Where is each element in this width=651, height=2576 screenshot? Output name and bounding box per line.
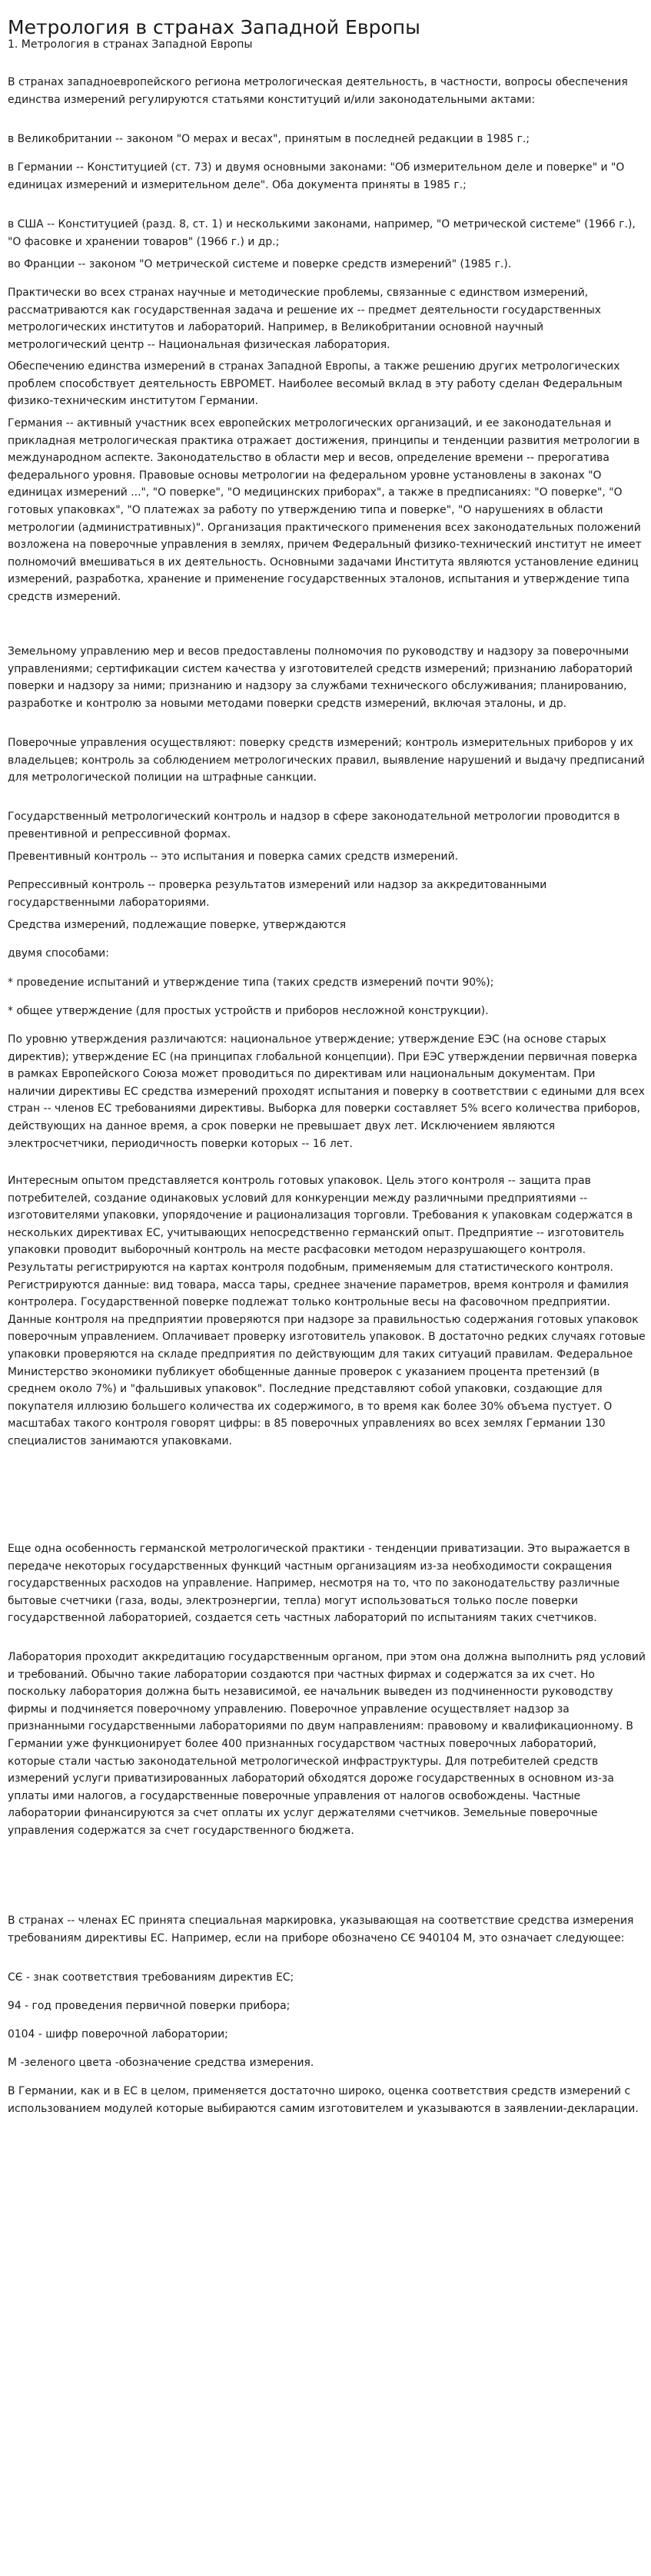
paragraph: в Германии -- Конституцией (ст. 73) и двумя основными законами: "Об измерительном деле и поверке" и "О единицах измерений и измерительном деле". Оба документа приняты в 1985 г.; <box>8 161 625 191</box>
section-heading: 1. Метрология в странах Западной Европы <box>8 38 253 51</box>
list-item: CЄ - знак соответствия требованиям директив ЕС; <box>8 1971 294 1984</box>
paragraph: Земельному управлению мер и весов предоставлены полномочия по руководству и надзору за поверочными управлениями; сертификации систем качества у изготовителей средств измерений; признанию лабораторий поверки и надзору за ними; признанию и надзору за службами технического обслуживания; планированию, разработке и контролю за новыми методами поверки средств измерений, включая эталоны, и др. <box>8 645 633 710</box>
paragraph: Интересным опытом представляется контроль готовых упаковок. Цель этого контроля -- защита прав потребителей, создание одинаковых условий для конкуренции между различными предприятиями -- изготовителями упаковки, упорядочение и рационализация торговли. Требования к упаковкам содержатся в нескольких директивах ЕС, учитывающих непосредственно германский опыт. Предприятие -- изготовитель упаковки проводит выборочный контроль на месте расфасовки методом неразрушающего контроля. Результаты регистрируются на картах контроля подобным, применяемым для статистического контроля. Регистрируются данные: вид товара, масса тары, среднее значение параметров, время контроля и фамилия контролера. Государственной поверке подлежат только контрольные весы на фасовочном предприятии. Данные контроля на предприятии проверяются при надзоре за правильностью содержания готовых упаковок поверочным управлением. Оплачивает проверку изготовитель упаковок. В достаточно редких случаях готовые упаковки проверяются на складе предприятия по действующим для таких ситуаций правилам. Федеральное Министерство экономики публикует обобщенные данные проверок с указанием процента претензий (в среднем около 7%) и "фальшивых упаковок". Последние представляют собой упаковки, создающие для покупателя иллюзию большего количества их содержимого, в то время как более 30% объема пустует. О масштабах такого контроля говорят цифры: в 85 поверочных управлениях во всех землях Германии 130 специалистов занимаются упаковками. <box>8 1175 646 1447</box>
paragraph: в США -- Конституцией (разд. 8, ст. 1) и несколькими законами, например, "О метрической системе" (1966 г.), "О фасовке и хранении товаров" (1966 г.) и др.; <box>8 218 636 248</box>
paragraph: Государственный метрологический контроль и надзор в сфере законодательной метрологии проводится в превентивной и репрессивной формах. <box>8 811 620 840</box>
paragraph: В странах -- членах ЕС принята специальная маркировка, указывающая на соответствие средства измерения требованиям директивы ЕС. Например, если на приборе обозначено CЄ 940104 М, это означает следующее: <box>8 1915 634 1944</box>
page-title: Метрология в странах Западной Европы <box>8 15 420 38</box>
paragraph: Лаборатория проходит аккредитацию государственным органом, при этом она должна выполнить ряд условий и требований. Обычно такие лаборатории создаются при частных фирмах и содержатся за их счет. Но поскольку лаборатория должна быть независимой, ее начальник выведен из подчиненности руководству фирмы и подчиняется поверочному управлению. Поверочное управление осуществляет надзор за признанными государственными лабораториями по двум направлениям: правовому и квалификационному. В Германии уже функционирует более 400 признанных государством частных поверочных лабораторий, которые стали частью законодательной метрологической инфраструктуры. Для потребителей средств измерений услуги приватизированных лабораторий обходятся дороже государственных в основном из-за уплаты ими налогов, а государственные поверочные управления от налогов освобождены. Частные лаборатории финансируются за счет оплаты их услуг держателями счетчиков. Земельные поверочные управления содержатся за счет государственного бюджета. <box>8 1651 646 1837</box>
paragraph: в Великобритании -- законом "О мерах и весах", принятым в последней редакции в 1985 г.; <box>8 133 530 145</box>
paragraph: Поверочные управления осуществляют: поверку средств измерений; контроль измерительных приборов у их владельцев; контроль за соблюдением метрологических правил, выявление нарушений и выдачу предписаний для метрологической полиции на штрафные санкции. <box>8 737 645 784</box>
paragraph: Превентивный контроль -- это испытания и поверка самих средств измерений. <box>8 850 459 863</box>
paragraph: Еще одна особенность германской метрологической практики - тенденции приватизации. Это выражается в передаче некоторых государственных функций частным организациям из-за необходимости сокращения государственных расходов на управление. Например, несмотря на то, что по законодательству различные бытовые счетчики (газа, воды, электроэнергии, тепла) могут использоваться только после поверки государственной лабораторией, создается сеть частных лабораторий по испытаниям таких счетчиков. <box>8 1543 630 1625</box>
paragraph: Средства измерений, подлежащие поверке, утверждаются <box>8 919 347 931</box>
paragraph: во Франции -- законом "О метрической системе и поверке средств измерений" (1985 г.). <box>8 258 512 270</box>
paragraph: По уровню утверждения различаются: национальное утверждение; утверждение ЕЭС (на основе старых директив); утверждение ЕС (на принципах глобальной концепции). При ЕЭС утверждении первичная поверка в рамках Европейского Союза может проводиться по директивам или национальным документам. При наличии директивы ЕС средства измерений проходят испытания и поверку в соответствии с едиными для всех стран -- членов ЕС требованиями директивы. Выборка для поверки составляет 5% всего количества приборов, действующих на данное время, а срок поверки не превышает двух лет. Исключением являются электросчетчики, периодичность поверки которых -- 16 лет. <box>8 1033 645 1150</box>
list-item: * проведение испытаний и утверждение типа (таких средств измерений почти 90%); <box>8 976 494 989</box>
paragraph: Практически во всех странах научные и методические проблемы, связанные с единством измерений, рассматриваются как государственная задача и решение их -- предмет деятельности государственных метрологических институтов и лабораторий. Например, в Великобритании основной научный метрологический центр -- Национальная физическая лаборатория. <box>8 287 601 351</box>
list-item: М -зеленого цвета -обозначение средства измерения. <box>8 2057 314 2069</box>
paragraph: В Германии, как и в ЕС в целом, применяется достаточно широко, оценка соответствия средств измерений с использованием модулей которые выбираются самим изготовителем и указываются в заявлении-декларации. <box>8 2085 639 2115</box>
paragraph: двумя способами: <box>8 947 109 960</box>
list-item: * общее утверждение (для простых устройств и приборов несложной конструкции). <box>8 1005 489 1017</box>
list-item: 94 - год проведения первичной поверки прибора; <box>8 2000 291 2012</box>
paragraph: В странах западноевропейского региона метрологическая деятельность, в частности, вопросы обеспечения единства измерений регулируются статьями конституций и/или законодательными актами: <box>8 76 628 106</box>
paragraph: Германия -- активный участник всех европейских метрологических организаций, и ее законодательная и прикладная метрологическая практика отражает достижения, принципы и тенденции развития метрологии в международном аспекте. Законодательство в области мер и весов, определение времени -- прерогатива федерального уровня. Правовые основы метрологии на федеральном уровне установлены в законах "О единицах измерений ...", "О поверке", "О медицинских приборах", а также в предписаниях: "О поверке", "О готовых упаковках", "О платежах за работу по утверждению типа и поверке", "О нарушениях в области метрологии (административных)". Организация практического применения всех законодательных положений возложена на поверочные управления в землях, причем Федеральный физико-технический институт не имеет полномочий вмешиваться в их деятельность. Основными задачами Института являются установление единиц измерений, разработка, хранение и применение государственных эталонов, испытания и утверждение типа средств измерений. <box>8 417 642 603</box>
list-item: 0104 - шифр поверочной лаборатории; <box>8 2028 228 2041</box>
paragraph: Репрессивный контроль -- проверка результатов измерений или надзор за аккредитованными государственными лабораториями. <box>8 879 547 909</box>
paragraph: Обеспечению единства измерений в странах Западной Европы, а также решению других метрологических проблем способствует деятельность ЕВРОМЕТ. Наиболее весомый вклад в эту работу сделан Федеральным физико-техническим институтом Германии. <box>8 360 623 408</box>
